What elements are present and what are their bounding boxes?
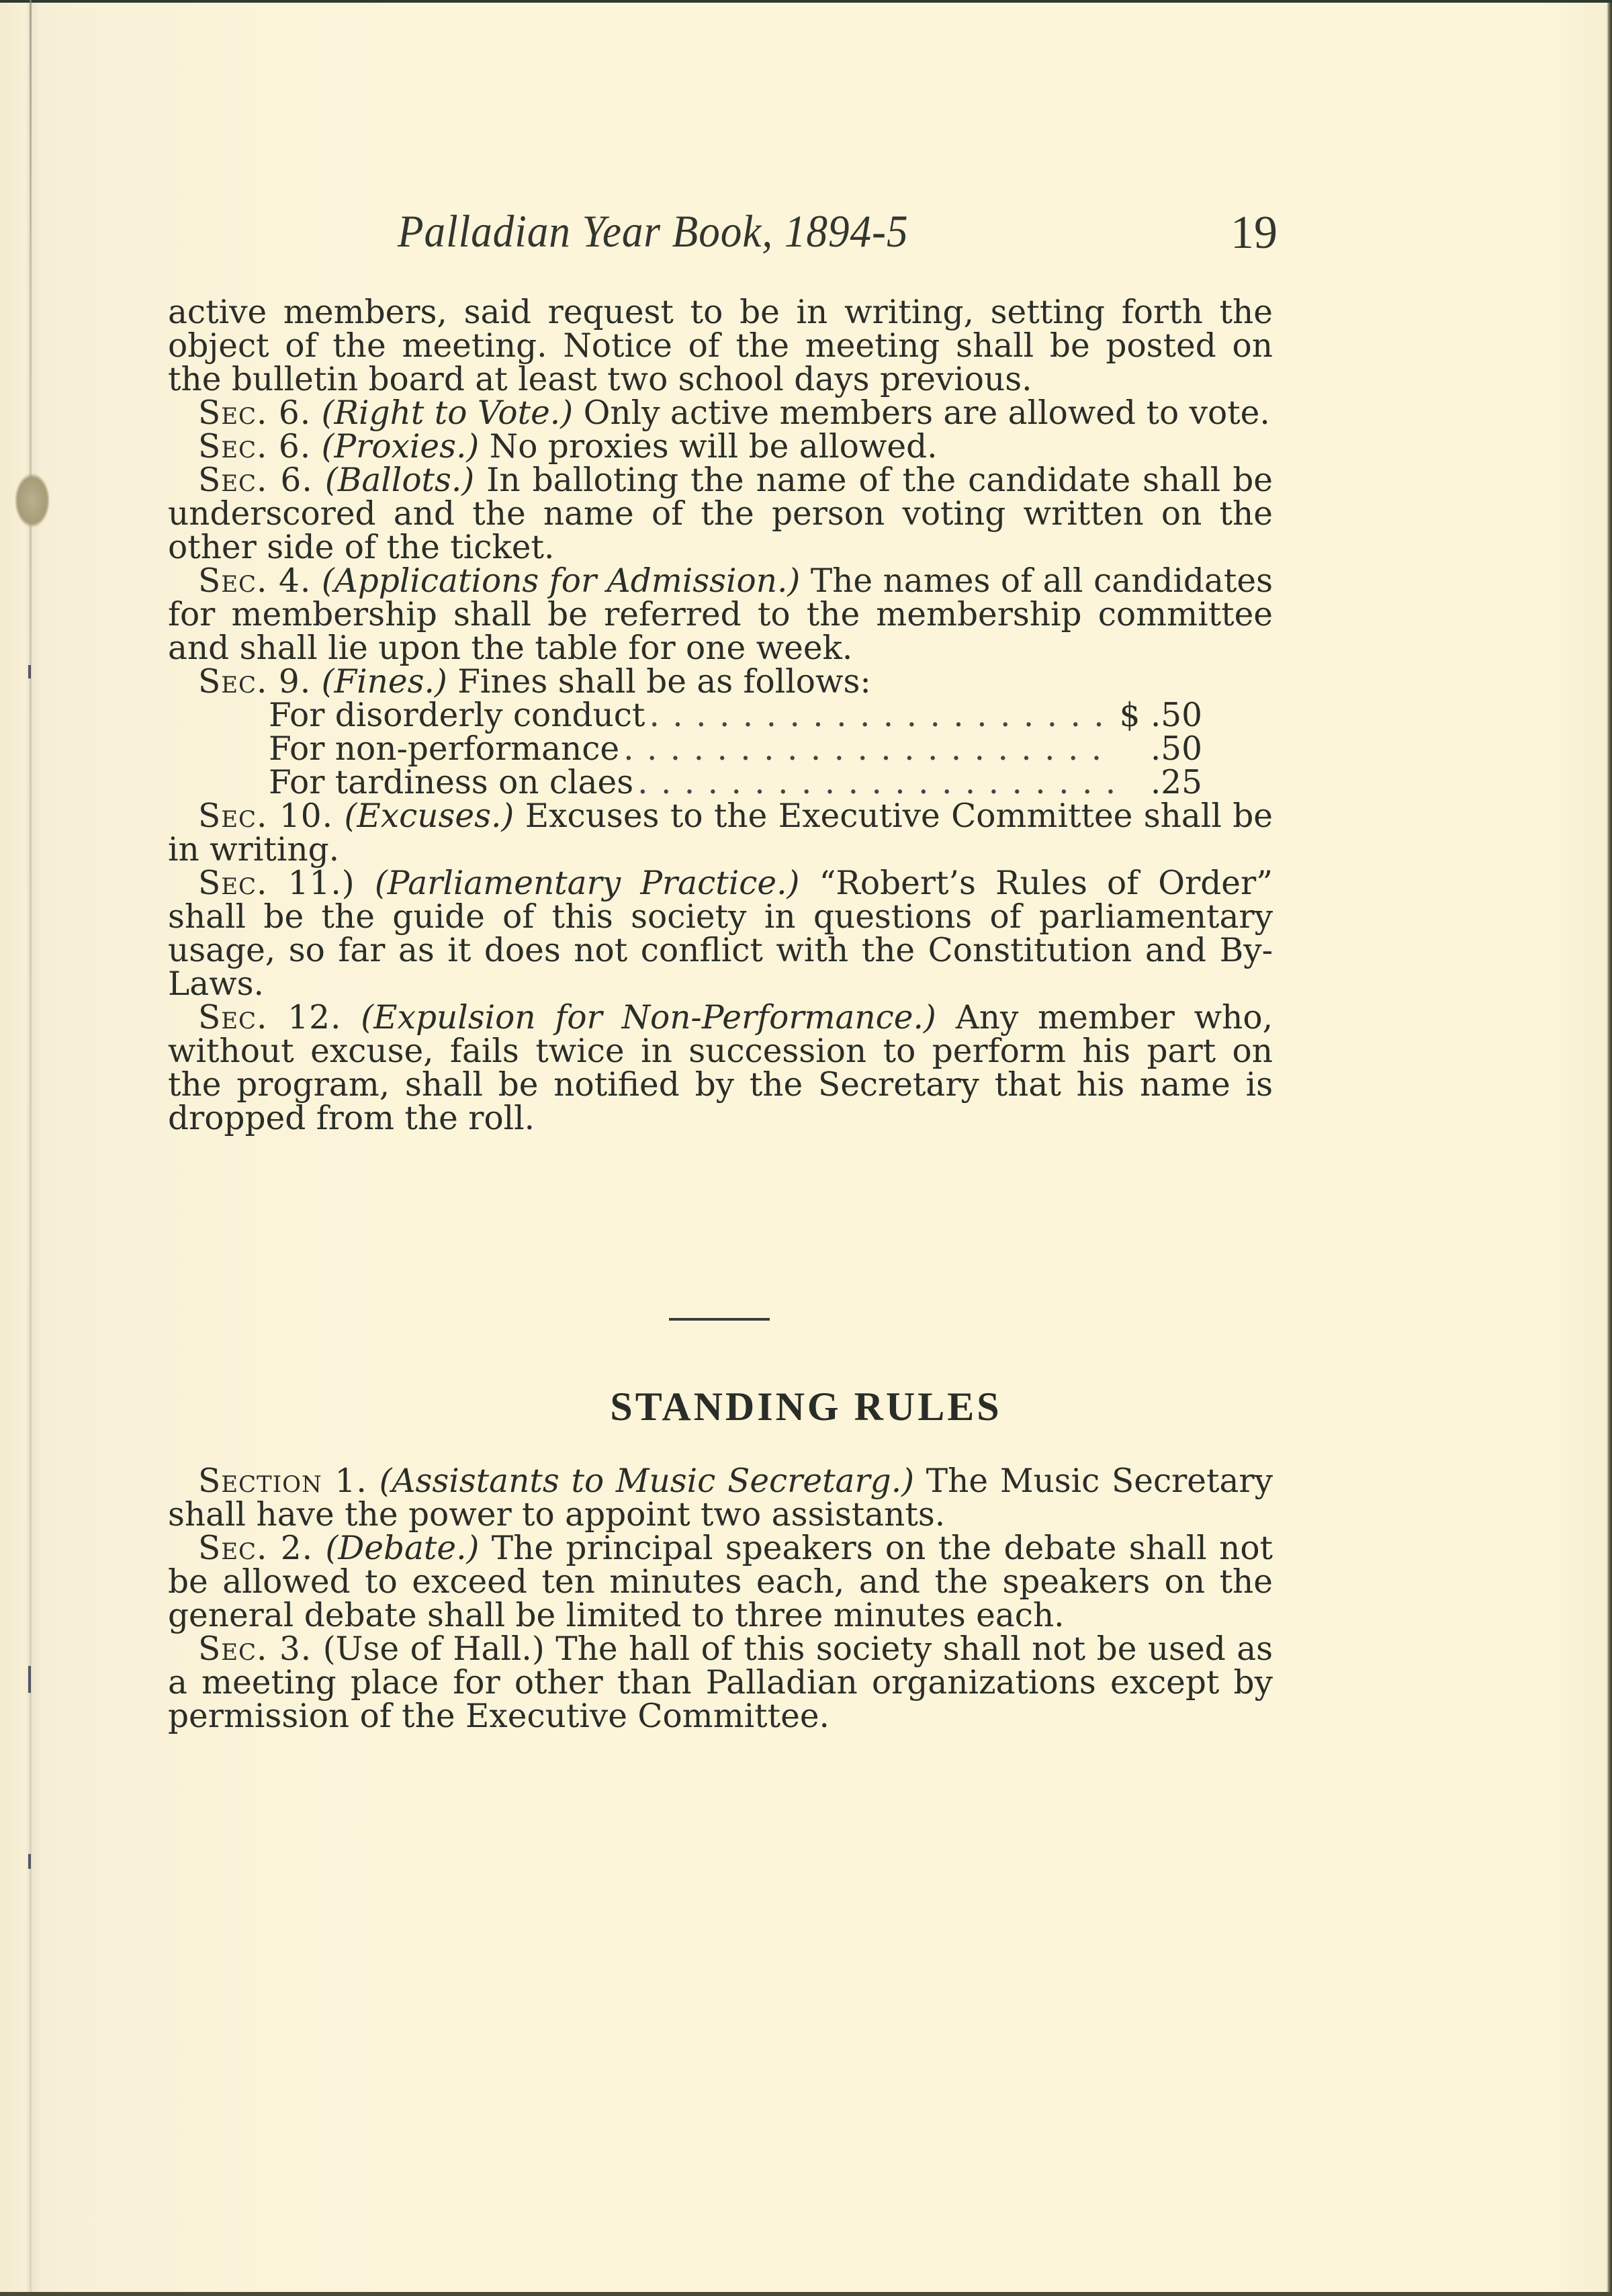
standing-rules-heading: STANDING RULES [610, 1384, 1002, 1429]
fine-amount: $ .50 [1119, 697, 1202, 734]
bylaws-body [168, 296, 1273, 1135]
dot-leader [623, 732, 1118, 766]
binding-stain [15, 474, 50, 527]
section-parliamentary-practice [168, 867, 1273, 1001]
gutter-mark [28, 1666, 31, 1693]
gutter-mark [28, 1854, 31, 1869]
section-applications [168, 564, 1273, 665]
section-text: Excuses to the Executive Committee shall be in writing. [168, 797, 1273, 869]
running-header [398, 205, 1278, 265]
dot-leader [649, 699, 1115, 732]
section-number: Sec. 6. [198, 428, 312, 466]
section-title: (Proxies.) [321, 428, 480, 466]
section-text: Any member who, without excuse, fails twice in succession to perform his part on the program, shall be notified by the Secretary that his name is dropped from the roll. [168, 999, 1273, 1137]
fine-label: For disorderly conduct [269, 697, 645, 734]
section-title: (Applications for Admission.) [321, 562, 801, 600]
page-top-edge [0, 0, 1612, 3]
section-number: Sec. 9. [198, 663, 312, 701]
dot-leader [637, 766, 1118, 799]
section-text: Only active members are allowed to vote. [583, 394, 1270, 432]
section-title: (Fines.) [321, 663, 447, 701]
section-title: (Debate.) [325, 1530, 480, 1567]
section-title: (Assistants to Music Secretarg.) [379, 1462, 915, 1500]
standing-rule-3 [168, 1632, 1273, 1733]
section-number: Sec. 6. [198, 461, 313, 499]
fines-list [269, 699, 1202, 799]
section-text: The Music Secretary shall have the power to appoint two assistants. [168, 1462, 1273, 1534]
section-title: (Parliamentary Practice.) [374, 865, 800, 902]
section-number: Sec. 12. [198, 999, 342, 1036]
fine-label: For non-performance [269, 730, 620, 768]
section-number: Sec. 4. [198, 562, 312, 600]
section-title: (Use of Hall.) [322, 1630, 545, 1668]
section-number: Section 1. [198, 1462, 367, 1500]
section-title: (Right to Vote.) [321, 394, 574, 432]
fine-row [269, 766, 1202, 799]
fine-amount: .25 [1150, 764, 1202, 801]
section-divider [669, 1318, 770, 1321]
section-title: (Expulsion for Non-Performance.) [361, 999, 936, 1036]
standing-rule-1 [168, 1464, 1273, 1532]
section-title: (Ballots.) [324, 461, 475, 499]
section-number: Sec. 10. [198, 797, 334, 835]
section-right-to-vote [168, 396, 1273, 430]
section-excuses [168, 799, 1273, 867]
gutter-mark [28, 665, 31, 678]
section-fines [168, 665, 1273, 699]
fine-amount: .50 [1150, 730, 1202, 768]
page-bottom-edge [0, 2292, 1612, 2296]
section-ballots [168, 463, 1273, 564]
section-text: No proxies will be allowed. [489, 428, 938, 466]
fine-row [269, 699, 1202, 732]
section-title: (Excuses.) [344, 797, 514, 835]
binding-gutter [30, 0, 32, 2296]
fine-label: For tardiness on claes [269, 764, 634, 801]
section-text: In balloting the name of the candidate shall be underscored and the name of the person voting written on the other side of the ticket. [168, 461, 1273, 566]
standing-rules-body [168, 1464, 1273, 1733]
standing-rule-2 [168, 1532, 1273, 1632]
section-number: Sec. 2. [198, 1530, 314, 1567]
section-number: Sec. 6. [198, 394, 312, 432]
section-text: The names of all candidates for membership shall be referred to the membership committee and shall lie upon the table for one week. [168, 562, 1273, 667]
section-text: Fines shall be as follows: [457, 663, 871, 701]
section-text: The hall of this society shall not be used as a meeting place for other than Palladian organizations except by permission of the Executive Committee. [168, 1630, 1273, 1735]
running-title: Palladian Year Book, 1894-5 [398, 206, 909, 257]
page-number: 19 [1230, 207, 1278, 259]
continued-paragraph: active members, said request to be in writing, setting forth the object of the meeting. Notice of the meeting shall be posted on the bulletin board at least two school days previous. [168, 294, 1273, 398]
section-number: Sec. 11.) [198, 865, 355, 902]
section-number: Sec. 3. [198, 1630, 312, 1668]
section-text: The principal speakers on the debate shall not be allowed to exceed ten minutes each, and the speakers on the general debate shall be limited to three minutes each. [168, 1530, 1273, 1634]
section-expulsion [168, 1001, 1273, 1135]
fine-row [269, 732, 1202, 766]
section-text: “Robert’s Rules of Order” shall be the guide of this society in questions of parliamentary usage, so far as it does not conflict with the Constitution and By-Laws. [168, 865, 1273, 1003]
section-proxies [168, 428, 1273, 466]
